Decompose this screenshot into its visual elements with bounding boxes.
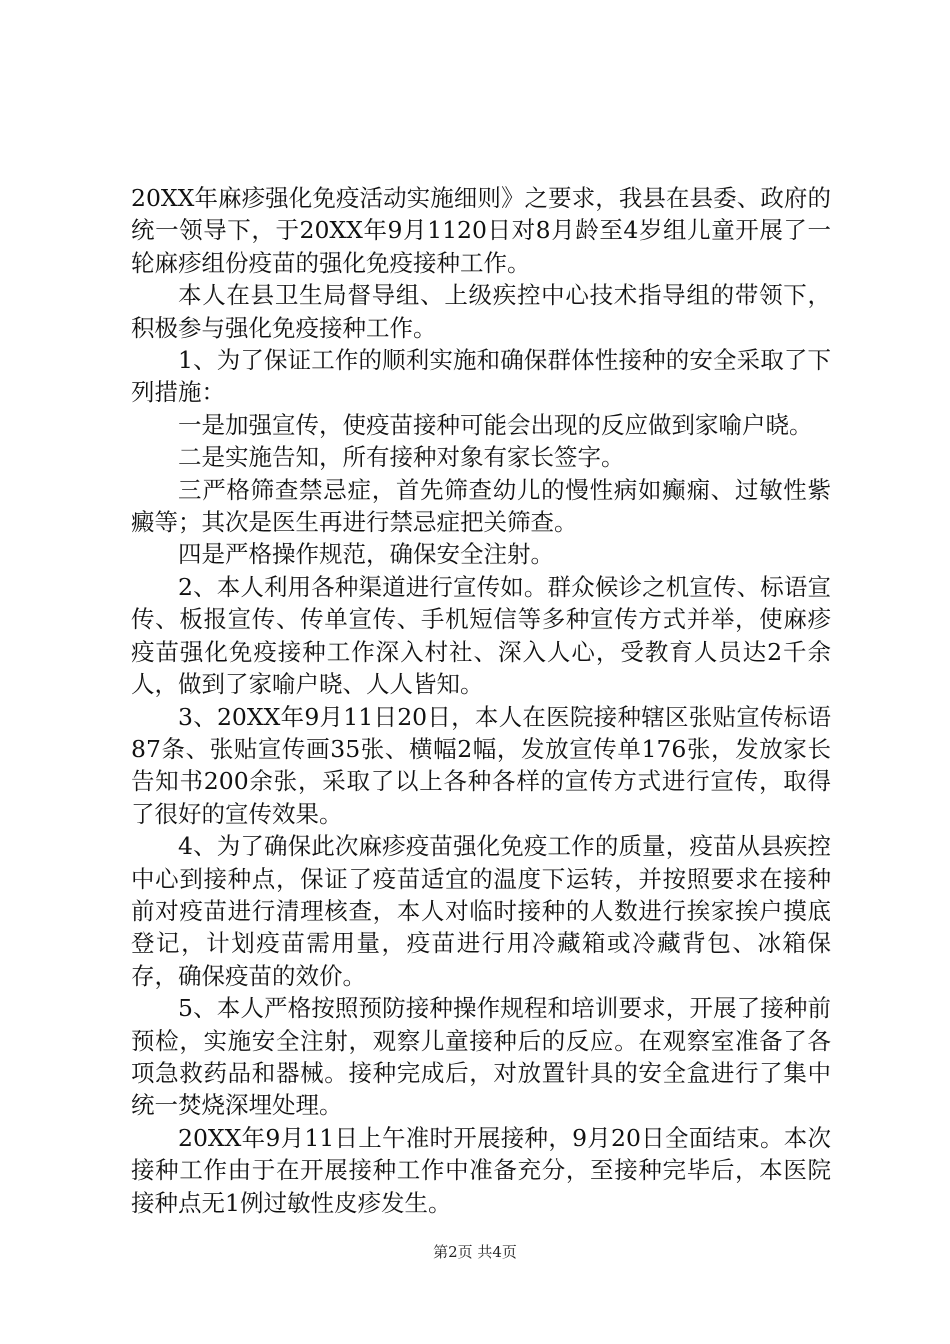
body-paragraph: 20XX年麻疹强化免疫活动实施细则》之要求，我县在县委、政府的统一领导下，于20XX年9月1120日对8月龄至4岁组儿童开展了一轮麻疹组份疫苗的强化免疫接种工作。 — [131, 184, 831, 277]
body-paragraph: 三严格筛查禁忌症，首先筛查幼儿的慢性病如癫痫、过敏性紫癜等；其次是医生再进行禁忌症把关筛查。 — [131, 475, 831, 537]
body-paragraph: 3、20XX年9月11日20日，本人在医院接种辖区张贴宣传标语87条、张贴宣传画35张、横幅2幅，发放宣传单176张，发放家长告知书200余张，采取了以上各种各样的宣传方式进行宣传，取得了很好的宣传效果。 — [131, 702, 831, 828]
document-body — [131, 182, 831, 1219]
body-paragraph: 二是实施告知，所有接种对象有家长签字。 — [178, 443, 625, 472]
body-paragraph: 5、本人严格按照预防接种操作规程和培训要求，开展了接种前预检，实施安全注射，观察儿童接种后的反应。在观察室准备了各项急救药品和器械。接种完成后，对放置针具的安全盒进行了集中统一焚烧深埋处理。 — [131, 994, 831, 1120]
body-paragraph: 本人在县卫生局督导组、上级疾控中心技术指导组的带领下，积极参与强化免疫接种工作。 — [131, 281, 831, 342]
page-footer: 第2页 共4页 — [433, 1243, 517, 1261]
body-paragraph: 2、本人利用各种渠道进行宣传如。群众候诊之机宣传、标语宣传、板报宣传、传单宣传、手机短信等多种宣传方式并举，使麻疹疫苗强化免疫接种工作深入村社、深入人心，受教育人员达2千余人，做到了家喻户晓、人人皆知。 — [131, 572, 831, 699]
body-paragraph: 四是严格操作规范，确保安全注射。 — [178, 540, 554, 569]
body-paragraph: 20XX年9月11日上午准时开展接种，9月20日全面结束。本次接种工作由于在开展接种工作中准备充分，至接种完毕后，本医院接种点无1例过敏性皮疹发生。 — [131, 1123, 831, 1217]
body-paragraph: 4、为了确保此次麻疹疫苗强化免疫工作的质量，疫苗从县疾控中心到接种点，保证了疫苗适宜的温度下运转，并按照要求在接种前对疫苗进行清理核查，本人对临时接种的人数进行挨家挨户摸底登记，计划疫苗需用量，疫苗进行用冷藏箱或冷藏背包、冰箱保存，确保疫苗的效价。 — [131, 832, 831, 990]
body-paragraph: 1、为了保证工作的顺利实施和确保群体性接种的安全采取了下列措施： — [131, 346, 831, 407]
body-paragraph: 一是加强宣传，使疫苗接种可能会出现的反应做到家喻户晓。 — [178, 410, 813, 439]
